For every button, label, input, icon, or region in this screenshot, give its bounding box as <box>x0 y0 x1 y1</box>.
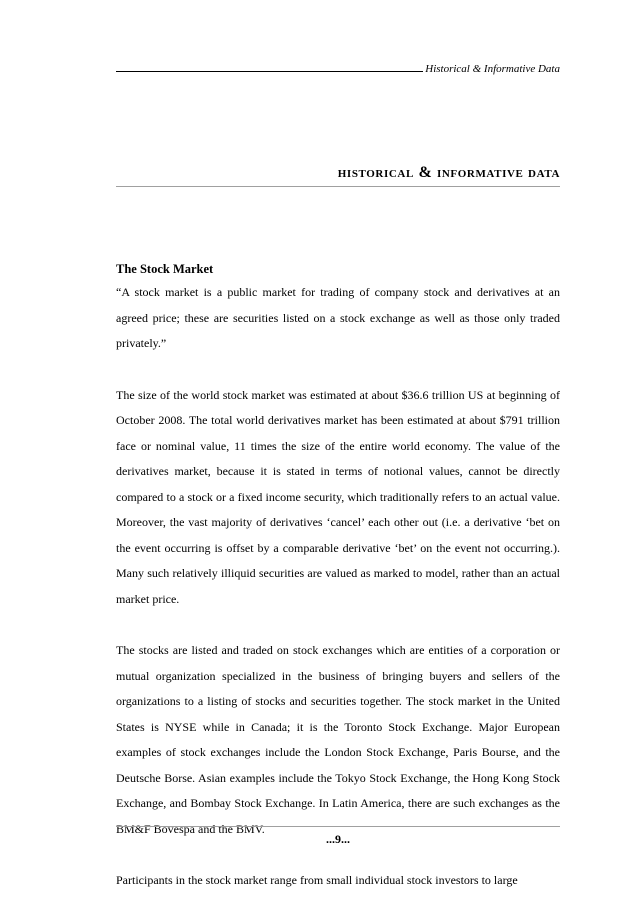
paragraph-gap <box>116 357 560 383</box>
running-header-title: Historical & Informative Data <box>425 63 560 75</box>
footer-divider <box>116 826 560 827</box>
paragraph-market-size: The size of the world stock market was estimated at about $36.6 trillion US at beginning of October 2008. The total world derivatives market has been estimated at about $791 trillion face or nominal value, 11 times the size of the entire world economy. The value of the derivatives market, because it is stated in terms of notional values, cannot be directly compared to a stock or a fixed income security, which traditionally refers to an actual value. Moreover, the vast majority of derivatives ‘cancel’ each other out (i.e. a derivative ‘bet on the event occurring is offset by a comparable derivative ‘bet’ on the event not occurring.). Many such relatively illiquid securities are valued as marked to model, rather than an actual market price. <box>116 387 560 606</box>
title-divider <box>116 186 560 187</box>
definition-quote: “A stock market is a public market for trading of company stock and derivatives at an agreed price; these are securities listed on a stock exchange as well as those only traded privately.” <box>116 285 560 350</box>
main-content <box>116 258 560 894</box>
header-rule <box>116 71 423 72</box>
chapter-title: historical & informative data <box>337 164 560 181</box>
paragraph-gap <box>116 612 560 638</box>
page-number: ...9... <box>326 832 350 846</box>
paragraph-exchanges: The stocks are listed and traded on stock exchanges which are entities of a corporation or mutual organization specialized in the business of bringing buyers and sellers of the organizations to a listing of stocks and securities together. The stock market in the United States is NYSE while in Canada; it is the Toronto Stock Exchange. Major European examples of stock exchanges include the London Stock Exchange, Paris Bourse, and the Deutsche Borse. Asian examples include the Tokyo Stock Exchange, the Hong Kong Stock Exchange, and Bombay Stock Exchange. In Latin America, there are such exchanges as the BM&F Bovespa and the BMV. <box>116 643 560 836</box>
running-header <box>116 56 560 76</box>
paragraph-participants: Participants in the stock market range from small individual stock investors to large <box>116 873 518 887</box>
section-heading: The Stock Market <box>116 262 214 276</box>
